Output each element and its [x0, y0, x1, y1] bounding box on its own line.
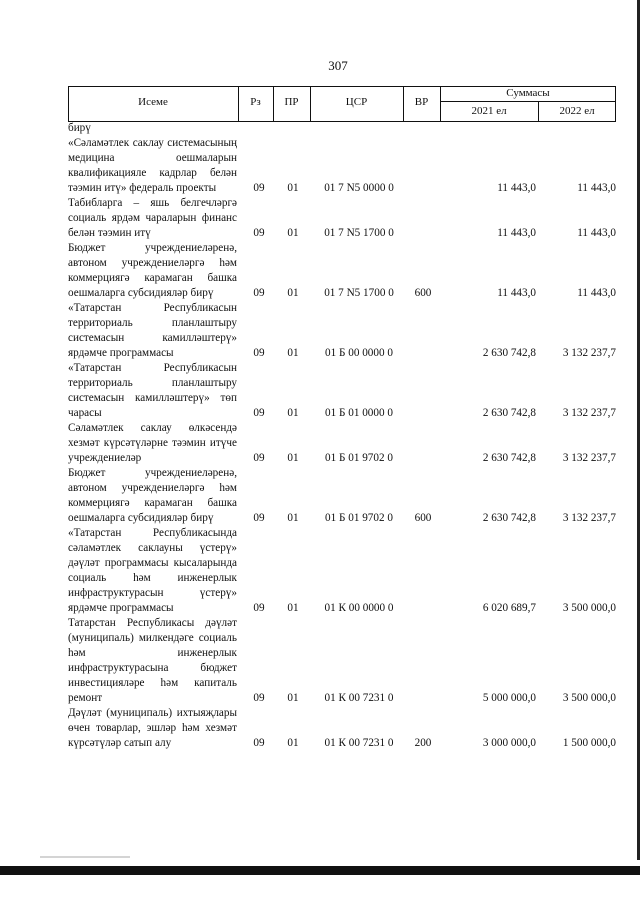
row-rz: 09 [253, 347, 265, 359]
header-csr: ЦСР [345, 96, 368, 108]
row-name: «Сәламәтлек саклау системасының медицина оешмаларын квалификацияле кадрлар белән тәэмин итү» федераль проекты [68, 137, 237, 194]
row-sum-2021: 11 443,0 [497, 182, 536, 194]
row-sum-2021: 2 630 742,8 [482, 512, 536, 524]
table-row [68, 526, 616, 616]
row-sum-2022: 11 443,0 [577, 287, 616, 299]
row-sum-2022: 11 443,0 [577, 227, 616, 239]
header-name: Исеме [138, 96, 168, 108]
row-csr: 01 Б 01 0000 0 [325, 407, 393, 419]
row-pr: 01 [287, 692, 299, 704]
row-pr: 01 [287, 227, 299, 239]
table-row [68, 196, 616, 241]
header-sums: Суммасы [506, 87, 550, 99]
row-sum-2022: 1 500 000,0 [562, 737, 616, 749]
row-name: Бюджет учреждениеләренә, автоном учреждениеләргә һәм коммерциягә карамаган башка оешмаларга субсидияләр бирү [68, 242, 237, 299]
row-csr: 01 К 00 7231 0 [324, 737, 394, 749]
row-pr: 01 [287, 737, 299, 749]
row-vr: 200 [414, 737, 432, 749]
budget-table-body [68, 121, 616, 751]
table-row [68, 706, 616, 751]
row-sum-2021: 6 020 689,7 [482, 602, 536, 614]
row-pr: 01 [287, 512, 299, 524]
table-row [68, 466, 616, 526]
row-csr: 01 Б 01 9702 0 [325, 452, 393, 464]
header-year-2022: 2022 ел [559, 105, 595, 117]
row-rz: 09 [253, 452, 265, 464]
row-sum-2022: 3 132 237,7 [562, 452, 616, 464]
row-name: Сәламәтлек саклау өлкәсендә хезмәт күрсәтүләрне тәэмин итүче учреждениеләр [68, 422, 237, 464]
row-csr: 01 7 N5 0000 0 [324, 182, 394, 194]
header-pr: ПР [284, 96, 299, 108]
row-name: «Татарстан Республикасын территориаль планлаштыру системасын камилләштерү» ярдәмче программасы [68, 302, 237, 359]
row-csr: 01 К 00 7231 0 [324, 692, 394, 704]
table-row [68, 121, 616, 136]
scan-bottom-edge [0, 866, 640, 875]
row-sum-2021: 2 630 742,8 [482, 452, 536, 464]
row-sum-2022: 3 132 237,7 [562, 347, 616, 359]
header-rz: Рз [250, 96, 261, 108]
row-sum-2022: 3 500 000,0 [562, 602, 616, 614]
header-vr: ВР [414, 96, 429, 108]
row-sum-2021: 5 000 000,0 [482, 692, 536, 704]
scan-mark [40, 856, 130, 858]
row-csr: 01 Б 01 9702 0 [325, 512, 393, 524]
page-number: 307 [328, 58, 348, 73]
row-name: «Татарстан Республикасын территориаль планлаштыру системасын камилләштерү» төп чарасы [68, 362, 237, 419]
row-sum-2021: 2 630 742,8 [482, 347, 536, 359]
table-row [68, 241, 616, 301]
table-header [68, 86, 616, 122]
row-rz: 09 [253, 182, 265, 194]
row-rz: 09 [253, 287, 265, 299]
table-row [68, 301, 616, 361]
row-name: Табибларга – яшь белгечләргә социаль ярдәм чараларын финанс белән тәэмин итү [68, 197, 237, 239]
row-csr: 01 Б 00 0000 0 [325, 347, 393, 359]
row-csr: 01 7 N5 1700 0 [324, 227, 394, 239]
header-sums-divider [440, 101, 616, 102]
row-sum-2022: 3 132 237,7 [562, 407, 616, 419]
row-name: Дәүләт (муниципаль) ихтыяҗлары өчен товарлар, эшләр һәм хезмәт күрсәтүләр сатып алу [68, 707, 237, 749]
row-csr: 01 К 00 0000 0 [324, 602, 394, 614]
row-sum-2021: 3 000 000,0 [482, 737, 536, 749]
table-row [68, 136, 616, 196]
row-csr: 01 7 N5 1700 0 [324, 287, 394, 299]
header-year-2021: 2021 ел [471, 105, 507, 117]
row-name: «Татарстан Республикасында сәламәтлек саклауны үстерү» дәүләт программасы кысаларында социаль һәм инженерлык инфраструктурасын үстерү» ярдәмче программасы [68, 527, 237, 614]
row-sum-2022: 3 500 000,0 [562, 692, 616, 704]
row-pr: 01 [287, 452, 299, 464]
table-row [68, 421, 616, 466]
row-vr: 600 [414, 287, 432, 299]
row-sum-2021: 11 443,0 [497, 287, 536, 299]
row-name: Бюджет учреждениеләренә, автоном учреждениеләргә һәм коммерциягә карамаган башка оешмаларга субсидияләр бирү [68, 467, 237, 524]
row-rz: 09 [253, 692, 265, 704]
row-pr: 01 [287, 347, 299, 359]
row-name: Татарстан Республикасы дәүләт (муниципаль) милкендәге социаль һәм инженерлык инфраструктурасына бюджет инвестицияләре һәм капиталь ремонт [68, 617, 237, 704]
row-sum-2022: 3 132 237,7 [562, 512, 616, 524]
row-sum-2021: 11 443,0 [497, 227, 536, 239]
table-row [68, 616, 616, 706]
row-pr: 01 [287, 287, 299, 299]
row-pr: 01 [287, 407, 299, 419]
row-rz: 09 [253, 737, 265, 749]
row-pr: 01 [287, 602, 299, 614]
row-pr: 01 [287, 182, 299, 194]
row-name: бирү [68, 122, 91, 134]
row-rz: 09 [253, 602, 265, 614]
row-sum-2022: 11 443,0 [577, 182, 616, 194]
row-vr: 600 [414, 512, 432, 524]
row-rz: 09 [253, 512, 265, 524]
row-rz: 09 [253, 227, 265, 239]
table-row [68, 361, 616, 421]
row-rz: 09 [253, 407, 265, 419]
row-sum-2021: 2 630 742,8 [482, 407, 536, 419]
